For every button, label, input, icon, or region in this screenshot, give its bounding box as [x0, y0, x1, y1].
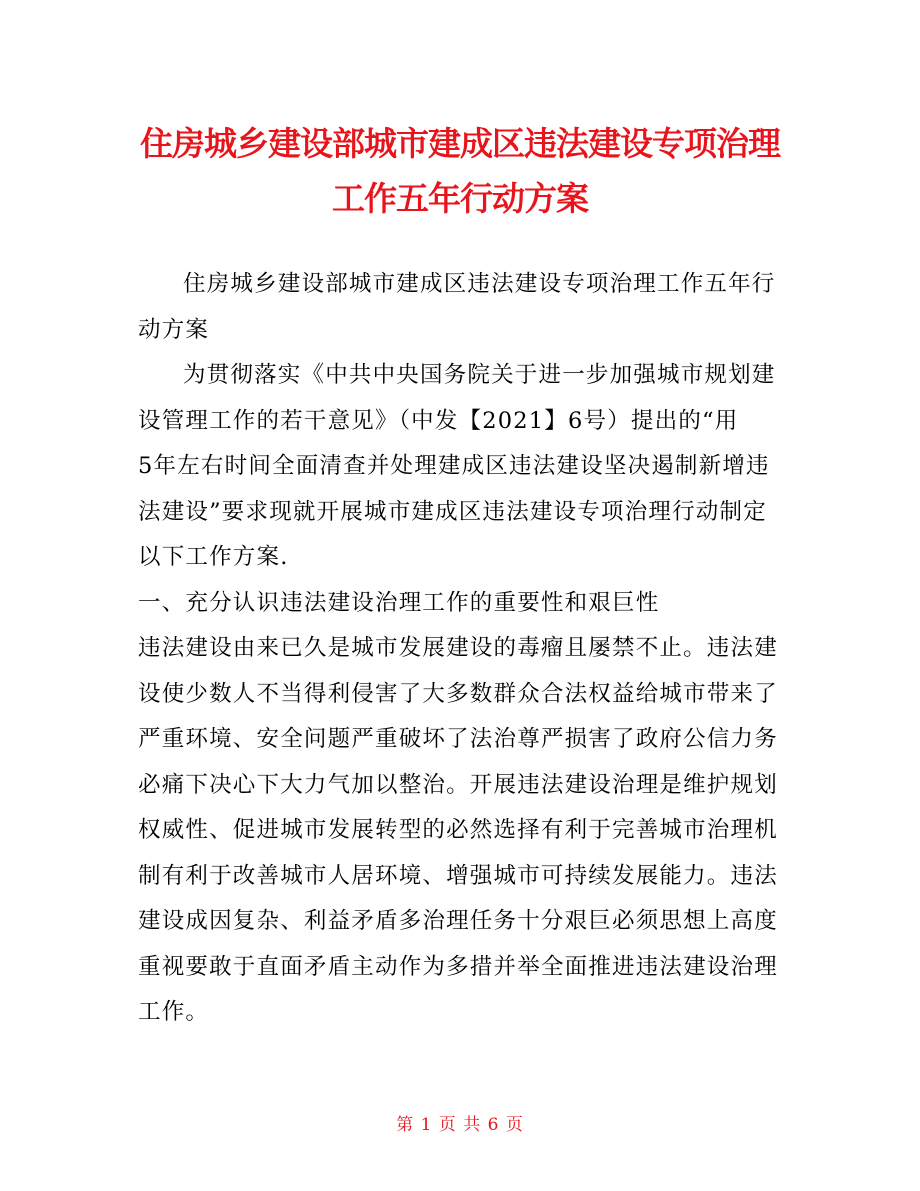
- body-line: 制有利于改善城市人居环境、增强城市可持续发展能力。违法: [138, 862, 778, 889]
- body-line: 法建设”要求现就开展城市建成区违法建设专项治理行动制定: [138, 498, 767, 525]
- page-number-footer: 第 1 页 共 6 页: [396, 1115, 524, 1135]
- body-line: 建设成因复杂、利益矛盾多治理任务十分艰巨必须思想上高度: [138, 908, 778, 934]
- body-line: 严重环境、安全问题严重破坏了法治尊严损害了政府公信力务: [138, 726, 778, 752]
- body-line: 住房城乡建设部城市建成区违法建设专项治理工作五年行: [183, 271, 776, 297]
- document-title-line-2: 工作五年行动方案: [332, 179, 588, 218]
- body-line: 设管理工作的若干意见》（中发【2021】6号）提出的“用: [138, 407, 739, 434]
- body-line: 重视要敢于直面矛盾主动作为多措并举全面推进违法建设治理: [138, 953, 778, 980]
- section-heading: 一、充分认识违法建设治理工作的重要性和艰巨性: [138, 589, 660, 616]
- body-line: 以下工作方案.: [138, 544, 289, 570]
- body-line: 权威性、促进城市发展转型的必然选择有利于完善城市治理机: [138, 817, 778, 843]
- body-line: 违法建设由来已久是城市发展建设的毒瘤且屡禁不止。违法建: [138, 635, 778, 661]
- body-line: 设使少数人不当得利侵害了大多数群众合法权益给城市带来了: [138, 680, 778, 707]
- body-line: 为贯彻落实《中共中央国务院关于进一步加强城市规划建: [183, 362, 776, 388]
- body-line: 5年左右时间全面清查并处理建成区违法建设坚决遏制新增违: [138, 453, 770, 479]
- body-line: 必痛下决心下大力气加以整治。开展违法建设治理是维护规划: [138, 771, 778, 798]
- body-line: 工作。: [138, 999, 210, 1025]
- document-body: [138, 262, 788, 1036]
- body-line: 动方案: [138, 316, 210, 343]
- document-title-line-1: 住房城乡建设部城市建成区违法建设专项治理: [140, 124, 780, 163]
